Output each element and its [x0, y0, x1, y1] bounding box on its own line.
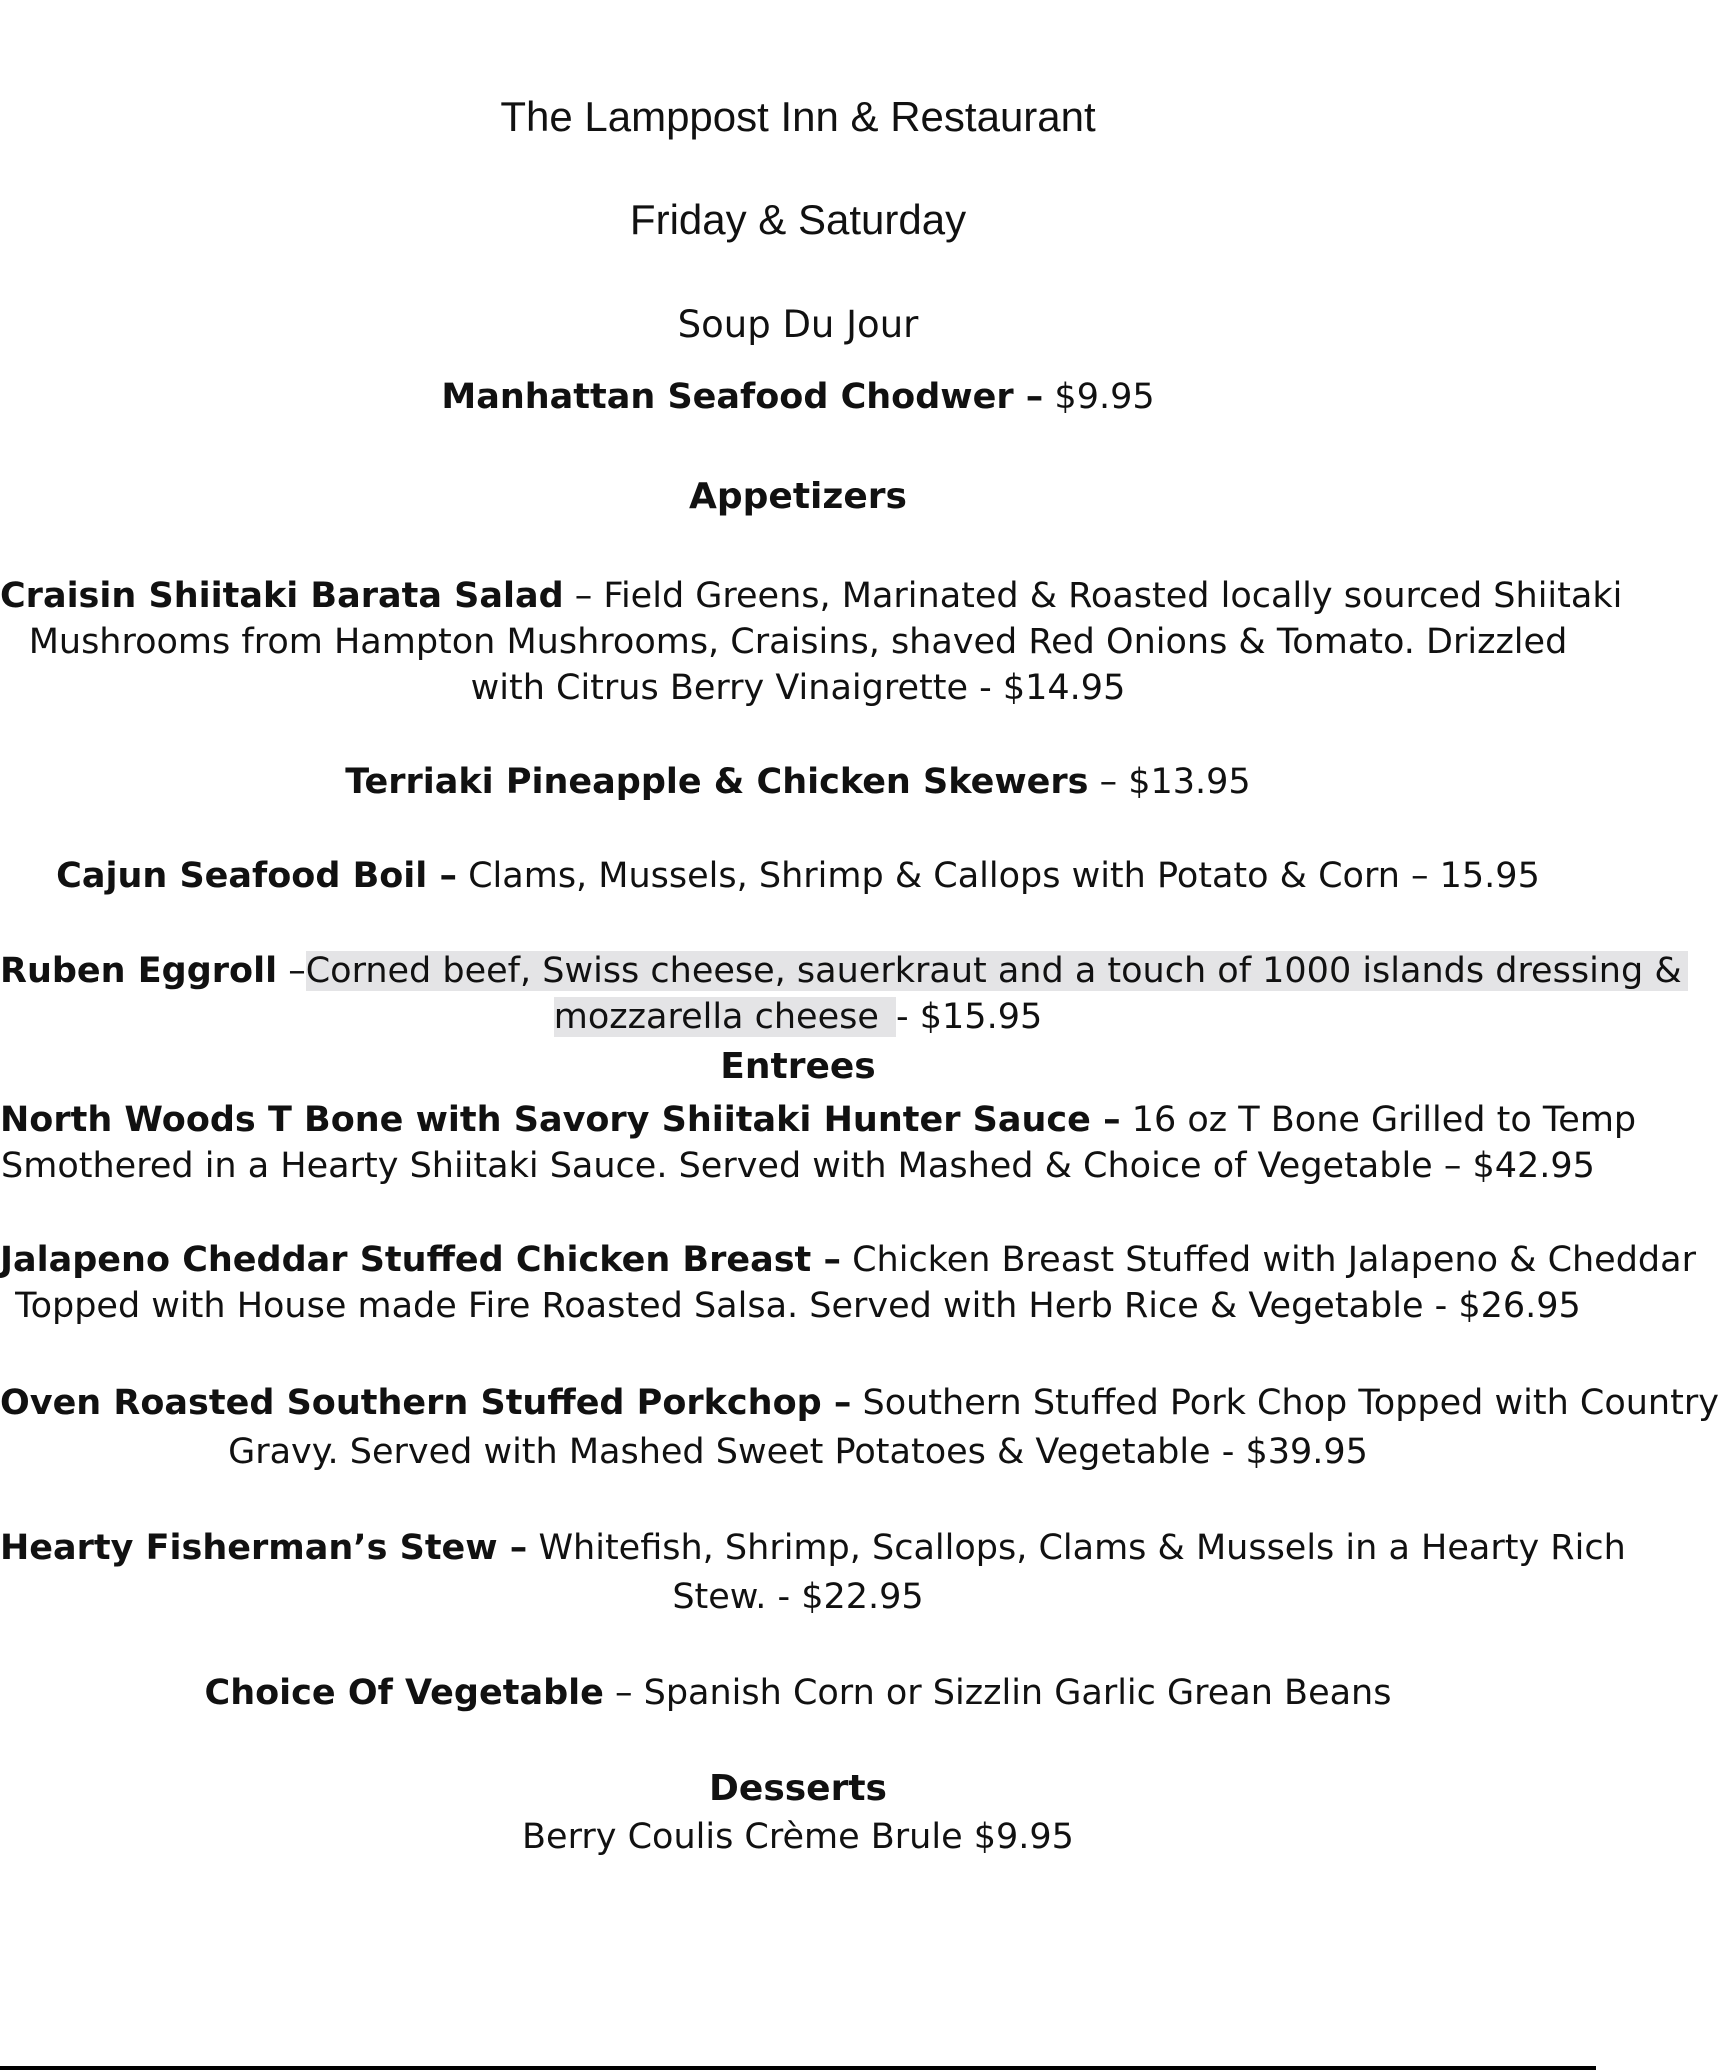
restaurant-name: The Lamppost Inn & Restaurant: [500, 93, 1096, 140]
appetizer-item-desc-cont: [0, 994, 1596, 1040]
appetizer-item: [0, 759, 1596, 805]
soup-heading: Soup Du Jour: [677, 303, 919, 346]
appetizer-item-desc-cont: with Citrus Berry Vinaigrette - $14.95: [470, 668, 1126, 708]
entree-item-desc: Chicken Breast Stuffed with Jalapeno & Cheddar: [840, 1240, 1696, 1280]
entree-item: [0, 1670, 1596, 1716]
entree-item-desc: Southern Stuffed Pork Chop Topped with Country: [851, 1383, 1719, 1423]
menu-days: Friday & Saturday: [629, 196, 967, 243]
dessert-item: Berry Coulis Crème Brule $9.95: [522, 1817, 1074, 1857]
entree-item-desc-cont: Stew. - $22.95: [672, 1577, 924, 1617]
appetizer-item-name: Terriaki Pineapple & Chicken Skewers: [345, 762, 1089, 802]
appetizer-item-desc-cont: Mushrooms from Hampton Mushrooms, Craisins, shaved Red Onions & Tomato. Drizzled: [28, 622, 1568, 662]
entree-item-desc-cont: Smothered in a Hearty Shiitaki Sauce. Served with Mashed & Choice of Vegetable – $42.95: [1, 1146, 1595, 1186]
entree-item: [0, 1380, 1719, 1426]
entree-item: [0, 1237, 1696, 1283]
entrees-heading: Entrees: [720, 1046, 876, 1087]
entree-item-name: North Woods T Bone with Savory Shiitaki Hunter Sauce –: [0, 1100, 1121, 1140]
entree-item-desc: – Spanish Corn or Sizzlin Garlic Grean Beans: [603, 1673, 1392, 1713]
appetizer-item-name: Cajun Seafood Boil –: [56, 856, 457, 896]
entree-item-name: Jalapeno Cheddar Stuffed Chicken Breast –: [0, 1240, 841, 1280]
entree-item-desc-cont: Topped with House made Fire Roasted Salsa. Served with Herb Rice & Vegetable - $26.95: [15, 1286, 1581, 1326]
page-bottom-edge: [0, 2066, 1596, 2070]
entree-item-desc-cont: Gravy. Served with Mashed Sweet Potatoes & Vegetable - $39.95: [228, 1432, 1368, 1472]
appetizer-item: [0, 853, 1596, 899]
appetizer-item-desc: – Field Greens, Marinated & Roasted locally sourced Shiitaki: [563, 576, 1623, 616]
appetizer-item-desc: Clams, Mussels, Shrimp & Callops with Potato & Corn – 15.95: [456, 856, 1540, 896]
entree-item-name: Hearty Fisherman’s Stew –: [0, 1528, 528, 1568]
highlighted-text: mozzarella cheese: [554, 997, 896, 1037]
entree-item: [0, 1525, 1626, 1571]
soup-item-name: Manhattan Seafood Chodwer –: [441, 377, 1044, 417]
entree-item-desc: Whitefish, Shrimp, Scallops, Clams & Mussels in a Hearty Rich: [527, 1528, 1626, 1568]
appetizer-item: [0, 948, 1682, 994]
desserts-heading: Desserts: [709, 1768, 887, 1809]
entree-item: [0, 1097, 1637, 1143]
appetizers-heading: Appetizers: [689, 476, 907, 517]
entree-item-name: Choice Of Vegetable: [204, 1673, 604, 1713]
appetizer-item-price: - $15.95: [896, 997, 1043, 1037]
highlighted-text: Corned beef, Swiss cheese, sauerkraut and a touch of 1000 islands dressing &: [306, 951, 1688, 991]
soup-item-price: $9.95: [1043, 377, 1155, 417]
soup-item: [0, 374, 1596, 420]
appetizer-item-name: Craisin Shiitaki Barata Salad: [0, 576, 564, 616]
entree-item-desc: 16 oz T Bone Grilled to Temp: [1120, 1100, 1637, 1140]
appetizer-item-dash: –: [277, 951, 306, 991]
entree-item-name: Oven Roasted Southern Stuffed Porkchop –: [0, 1383, 852, 1423]
appetizer-item-name: Ruben Eggroll: [0, 951, 278, 991]
appetizer-item-price: – $13.95: [1088, 762, 1251, 802]
appetizer-item: [0, 573, 1623, 619]
